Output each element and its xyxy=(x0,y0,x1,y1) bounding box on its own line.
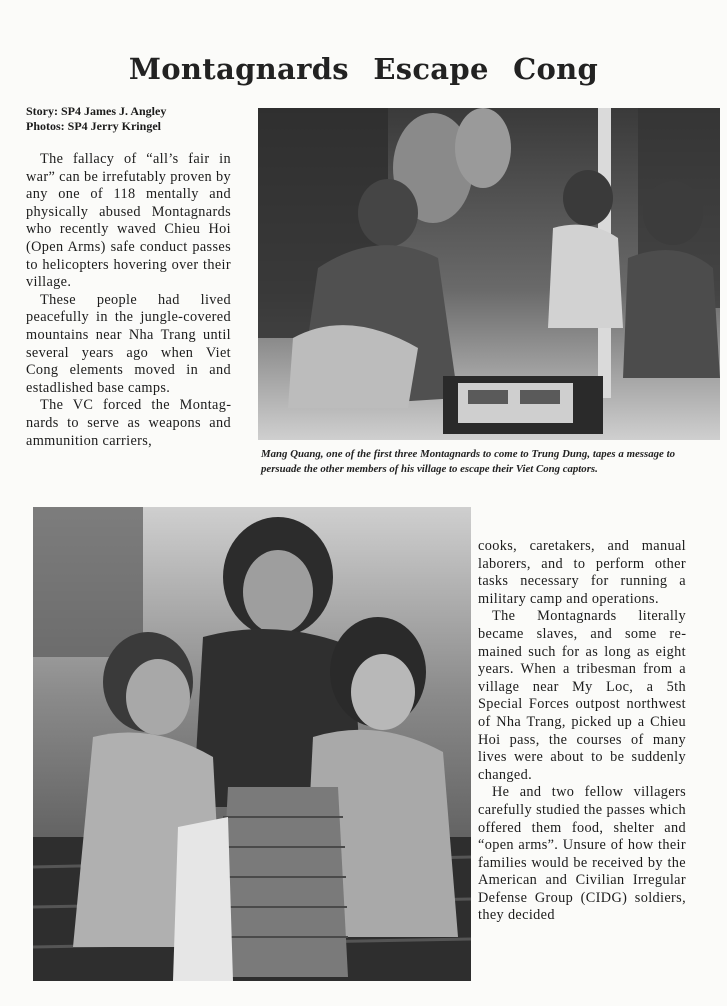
paragraph: cooks, caretakers, and manual laborers, and to perform other tasks necessary for running a military camp and operations. xyxy=(478,538,686,607)
article-title: Montagnards Escape Cong xyxy=(128,52,599,86)
photo-montagnard-children xyxy=(33,507,471,981)
photo-illustration xyxy=(33,507,471,981)
paragraph: He and two fellow villagers carefully studied the passes which offered them food, shelter and “open arms”. Unsure of how their families would be received by the American and Civilian Irregular Defense Group (CIDG) soldiers, they decided xyxy=(478,784,686,924)
photo-illustration xyxy=(258,108,720,440)
article-credits xyxy=(26,104,246,134)
photo-man-recording-message xyxy=(258,108,720,440)
article-column-1 xyxy=(26,151,231,450)
photo-caption: Mang Quang, one of the first three Montagnards to come to Trung Dung, tapes a message to persuade the other members of his village to escape their Viet Cong captors. xyxy=(261,448,675,475)
paragraph: These people had lived peacefully in the jungle-covered mountains near Nha Trang until several years ago when Viet Cong elements moved in and estadlished base camps. xyxy=(26,291,231,396)
article-column-2 xyxy=(478,538,686,925)
paragraph: The VC forced the Montagnards to serve as weapons and ammunition carriers, xyxy=(26,397,231,449)
story-credit: Story: SP4 James J. Angley xyxy=(26,104,167,118)
paragraph: The fallacy of “all’s fair in war” can be irrefutably proven by any one of 118 mentally and physically abused Montagnards who recently waved Chieu Hoi (Open Arms) safe conduct passes to helicopters hovering over their village. xyxy=(26,151,231,291)
paragraph: The Montagnards literally became slaves, and some remained such for as long as eight years. When a tribesman from a village near My Loc, a 5th Special Forces outpost northwest of Nha Trang, picked up a Chieu Hoi pass, the courses of many lives were about to be suddenly changed. xyxy=(478,608,686,783)
photo-credit: Photos: SP4 Jerry Kringel xyxy=(26,119,161,133)
